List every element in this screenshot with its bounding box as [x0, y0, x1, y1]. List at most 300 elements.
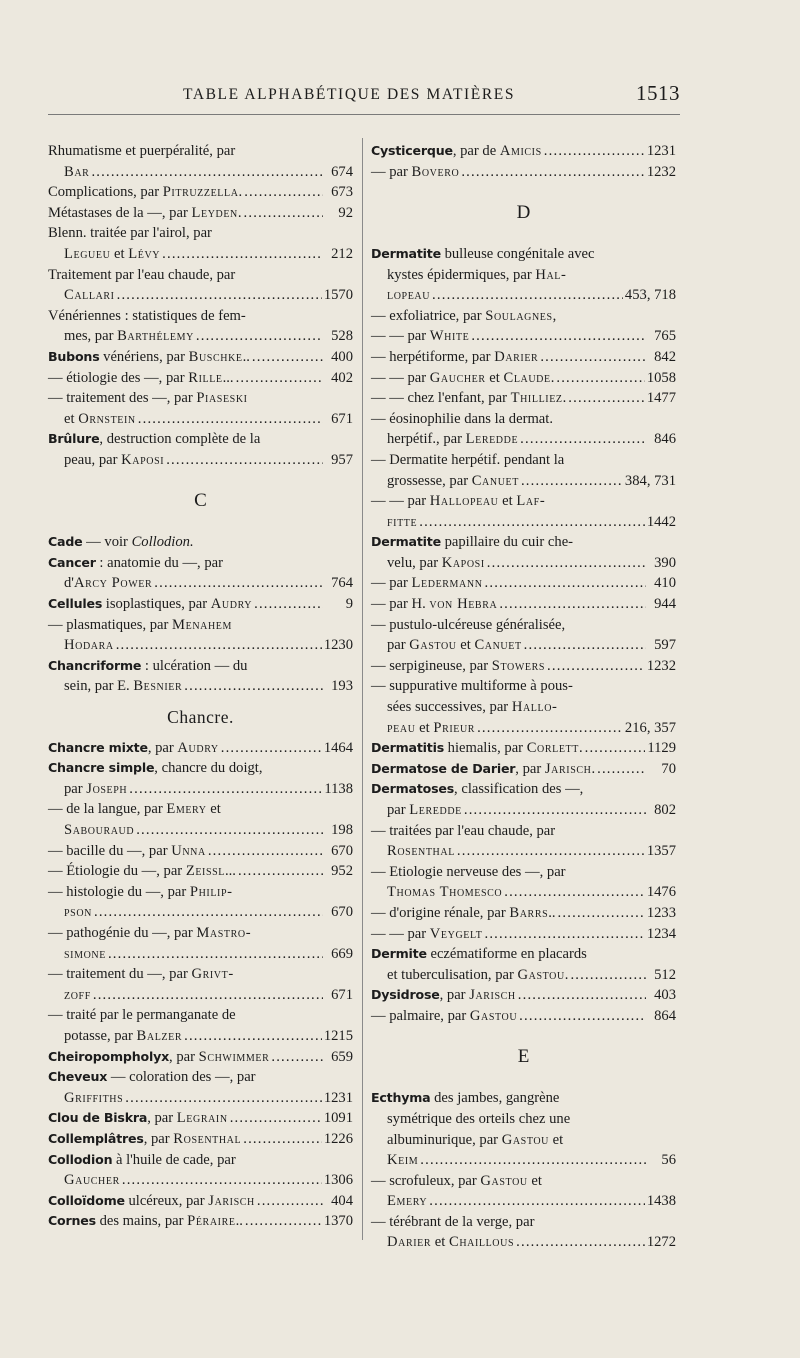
page-reference: 1233: [646, 904, 676, 921]
entry-text: [64, 944, 106, 965]
dot-leader: [129, 779, 322, 800]
author-name: Sabouraud: [64, 822, 135, 838]
dot-leader: [271, 1047, 323, 1068]
page-reference: 1357: [646, 843, 676, 860]
index-entry-continuation: [48, 779, 353, 800]
author-name: Besnier: [133, 678, 183, 695]
author-name: von Hebra: [429, 596, 498, 613]
page-reference: 1226: [323, 1130, 353, 1147]
entry-text: [371, 738, 583, 759]
entry-text: [48, 1211, 243, 1232]
page-reference: 1464: [323, 739, 353, 756]
page-reference: 957: [331, 451, 353, 468]
index-entry: [48, 799, 353, 820]
entry-text-part: bulleuse congénitale avec: [440, 245, 595, 262]
entry-text-part: et: [415, 719, 434, 736]
page-reference: 674: [331, 163, 353, 180]
entry-text-part: et: [485, 369, 504, 386]
index-entry-continuation: [48, 326, 353, 347]
page-reference: 1234: [646, 925, 676, 942]
index-entry-continuation: [371, 718, 676, 739]
entry-text: [387, 965, 568, 986]
entry-text-part: Vénériennes : statistiques de fem-: [48, 307, 246, 324]
dot-leader: [162, 244, 323, 265]
page-reference: 1230: [323, 637, 353, 654]
entry-text-part: à l'huile de cade, par: [112, 1151, 236, 1168]
author-name: Legrain: [176, 1110, 228, 1127]
index-entry-continuation: [48, 285, 353, 306]
index-entry-continuation: [48, 1026, 353, 1047]
index-entry: [371, 306, 676, 327]
author-name: Arcy Power: [73, 575, 153, 592]
index-entry-continuation: [48, 409, 353, 430]
entry-text: [48, 615, 353, 636]
entry-text: [371, 862, 676, 883]
entry-text-part: : ulcération — du: [141, 657, 248, 674]
author-name: Keim: [387, 1152, 419, 1169]
dot-leader: [122, 1170, 322, 1191]
index-entry: [371, 1088, 676, 1109]
entry-text: [371, 388, 566, 409]
author-name: Kaposi: [441, 554, 485, 571]
index-entry: [371, 676, 676, 697]
entry-text-part: — suppurative multiforme à pous-: [371, 678, 573, 695]
entry-text: [64, 244, 160, 265]
index-entry: [48, 1191, 353, 1212]
dot-leader: [429, 1191, 645, 1212]
index-entry-continuation: [48, 450, 353, 471]
spacer: [48, 697, 353, 707]
entry-text-part: par: [387, 637, 410, 654]
page-reference: 673: [331, 184, 353, 201]
entry-text: [371, 676, 676, 697]
index-entry: [48, 1129, 353, 1150]
entry-text-part: — bacille du —, par: [48, 842, 172, 859]
dot-leader: [419, 512, 645, 533]
author-name: Gaucher: [64, 1172, 120, 1189]
entry-text: [64, 285, 115, 306]
index-entry-continuation: [371, 882, 676, 903]
entry-text: [48, 182, 242, 203]
entry-text-part: , classification des —,: [454, 781, 584, 798]
entry-text-part: et tuberculisation, par: [387, 966, 518, 983]
page-reference: 528: [331, 328, 353, 345]
spacer: [371, 1068, 676, 1089]
dot-leader: [117, 285, 322, 306]
entry-text: [64, 162, 89, 183]
entry-text: [387, 553, 485, 574]
entry-text-part: — Étiologie du —, par: [48, 863, 186, 880]
index-entry-continuation: [371, 285, 676, 306]
index-entry-continuation: [48, 573, 353, 594]
entry-text: [64, 635, 114, 656]
author-name: Thomas Thomesco: [387, 884, 503, 901]
author-name: Gastou: [480, 1172, 528, 1189]
index-entry-continuation: [48, 944, 353, 965]
entry-text-part: mes, par: [64, 328, 118, 345]
index-entry: [48, 203, 353, 224]
dot-leader: [547, 656, 645, 677]
entry-text: [48, 964, 353, 985]
index-entry: [371, 1171, 676, 1192]
entry-text: [371, 985, 516, 1006]
entry-text-part: — traitement du —, par: [48, 966, 192, 983]
entry-keyword: Cheiropompholyx: [48, 1048, 170, 1064]
entry-text-part: — coloration des —, par: [107, 1069, 256, 1086]
entry-text-part: .: [550, 369, 555, 386]
entry-keyword: Chancriforme: [48, 657, 142, 673]
index-entry: [48, 388, 353, 409]
index-entry-continuation: [371, 429, 676, 450]
author-name: Zeissl: [185, 863, 225, 880]
author-name: Thilliez: [510, 390, 563, 407]
page-reference: 671: [331, 986, 353, 1003]
entry-keyword: Ecthyma: [371, 1090, 431, 1106]
entry-text: [48, 1191, 255, 1212]
entry-text: [387, 841, 455, 862]
author-name: Veygelt: [429, 925, 483, 942]
dot-leader: [136, 820, 323, 841]
page-reference: 944: [654, 596, 676, 613]
index-entry: [48, 368, 353, 389]
author-name: Buschke: [188, 348, 243, 365]
entry-text: [64, 409, 136, 430]
dot-leader: [108, 944, 323, 965]
entry-keyword: Cade: [48, 534, 83, 550]
entry-text: [371, 1171, 676, 1192]
entry-text: [387, 800, 462, 821]
author-name: Rosenthal: [387, 843, 455, 860]
author-name: Barrs: [509, 904, 549, 921]
index-entry: [48, 964, 353, 985]
author-name: Pitruzzella: [162, 184, 239, 201]
entry-text-part: — — par: [371, 925, 430, 942]
entry-text: [48, 223, 353, 244]
entry-text: [371, 244, 676, 265]
entry-text: [371, 759, 595, 780]
author-name: Hallopeau: [429, 493, 499, 510]
entry-text: [387, 1150, 418, 1171]
entry-text: [48, 388, 353, 409]
page-reference: 952: [331, 863, 353, 880]
entry-keyword: Dermatoses: [371, 781, 455, 797]
index-entry-continuation: [371, 1232, 676, 1253]
author-name: Gastou: [501, 1131, 549, 1148]
author-name: Lévy: [128, 245, 161, 262]
entry-text-part: — herpétiforme, par: [371, 348, 495, 365]
dot-leader: [524, 635, 646, 656]
author-name: Hodara: [64, 637, 114, 654]
entry-text: [64, 820, 134, 841]
page-reference: 216, 357: [624, 719, 676, 736]
page-reference: 212: [331, 245, 353, 262]
entry-text-part: peau, par: [64, 451, 122, 468]
entry-text: [371, 368, 554, 389]
page-reference: 390: [654, 554, 676, 571]
index-entry: [371, 347, 676, 368]
entry-text: [371, 903, 556, 924]
dot-leader: [184, 1026, 322, 1047]
entry-text: [64, 1026, 182, 1047]
index-entry-continuation: [371, 1109, 676, 1130]
dot-leader: [208, 841, 323, 862]
entry-text-part: Blenn. traitée par l'airol, par: [48, 225, 212, 242]
entry-text: [371, 944, 676, 965]
author-name: Hal-: [535, 266, 567, 283]
entry-text: [48, 306, 353, 327]
entry-keyword: Colloïdome: [48, 1192, 125, 1208]
dot-leader: [521, 471, 623, 492]
entry-text-part: , par: [143, 1130, 174, 1147]
page-reference: 1129: [647, 740, 676, 757]
entry-text: [387, 512, 417, 533]
author-name: Gastou: [409, 637, 457, 654]
entry-text: [387, 265, 676, 286]
index-entry: [48, 1150, 353, 1171]
entry-text-part: hiemalis, par: [444, 740, 527, 757]
dot-leader: [154, 573, 323, 594]
entry-text-part: Collodion.: [131, 534, 194, 551]
author-name: lopeau: [387, 287, 431, 304]
entry-text: [48, 1067, 353, 1088]
dot-leader: [487, 553, 646, 574]
entry-text-part: Complications, par: [48, 184, 163, 201]
entry-text: [371, 779, 676, 800]
author-name: Emery: [166, 801, 207, 818]
index-entry: [371, 141, 676, 162]
entry-text: [371, 347, 538, 368]
page-reference: 802: [654, 802, 676, 818]
author-name: Unna: [171, 842, 206, 859]
page-reference: 512: [654, 966, 676, 983]
index-entry: [48, 223, 353, 244]
author-name: Schwimmer: [198, 1048, 270, 1065]
entry-text-part: — par: [371, 575, 412, 592]
dot-leader: [570, 965, 646, 986]
entry-text-part: , destruction complète de la: [99, 431, 261, 448]
dot-leader: [196, 326, 323, 347]
page-reference: 669: [331, 945, 353, 962]
index-entry: [371, 985, 676, 1006]
page-reference: 1306: [323, 1172, 353, 1189]
entry-text: [48, 1129, 241, 1150]
entry-text: [387, 697, 676, 718]
dot-leader: [484, 924, 644, 945]
entry-text: [64, 573, 152, 594]
entry-text-part: — — chez l'enfant, par: [371, 390, 511, 407]
index-entry: [48, 553, 353, 574]
index-entry-continuation: [371, 1191, 676, 1212]
entry-text: [48, 203, 242, 224]
dot-leader: [254, 594, 323, 615]
index-entry: [371, 368, 676, 389]
index-entry: [371, 738, 676, 759]
author-name: Bar: [64, 163, 90, 180]
entry-keyword: Dermite: [371, 946, 427, 962]
dot-leader: [252, 347, 323, 368]
index-entry: [371, 244, 676, 265]
entry-keyword: Dermatite: [371, 534, 441, 550]
author-name: pson: [64, 904, 92, 921]
author-name: Audry: [177, 739, 219, 756]
index-entry: [371, 903, 676, 924]
entry-text: [48, 1005, 353, 1026]
index-entry-continuation: [48, 676, 353, 697]
index-entry-continuation: [48, 1170, 353, 1191]
index-entry: [371, 862, 676, 883]
index-entry: [48, 141, 353, 162]
author-name: Gastou: [517, 966, 565, 983]
page-reference: 402: [331, 369, 353, 386]
dot-leader: [597, 759, 646, 780]
entry-text-part: , par: [439, 987, 470, 1004]
entry-text-part: ..: [548, 904, 556, 921]
author-name: Gastou: [469, 1007, 518, 1024]
index-entry: [371, 821, 676, 842]
entry-text-part: eczématiforme en placards: [426, 946, 587, 963]
author-name: Barthélemy: [117, 328, 194, 345]
author-name: Leredde: [465, 431, 519, 448]
author-name: White: [429, 328, 470, 345]
index-entry-continuation: [371, 512, 676, 533]
entry-text: [64, 902, 92, 923]
page-reference: 1215: [323, 1027, 353, 1044]
author-name: Hallo-: [511, 699, 558, 716]
index-entry: [48, 532, 353, 553]
entry-text-part: : anatomie du —, par: [95, 554, 223, 571]
index-entry: [371, 450, 676, 471]
entry-text-part: et: [527, 1172, 542, 1189]
index-entry: [371, 615, 676, 636]
author-name: Griffiths: [64, 1089, 124, 1106]
entry-text-part: et: [498, 493, 517, 510]
right-column: [371, 141, 676, 1253]
entry-text: [48, 1047, 269, 1068]
entry-keyword: Dysidrose: [371, 987, 440, 1003]
author-name: zoff: [64, 986, 91, 1003]
dot-leader: [116, 635, 322, 656]
entry-text: [48, 594, 252, 615]
author-name: Amicis: [499, 143, 542, 159]
index-entry: [48, 841, 353, 862]
page-number: 1513: [636, 81, 680, 105]
entry-text-part: — térébrant de la verge, par: [371, 1213, 535, 1230]
entry-text: [64, 326, 194, 347]
entry-text: [48, 429, 353, 450]
dot-leader: [243, 1129, 322, 1150]
page-reference: 404: [331, 1192, 353, 1209]
page-reference: 1370: [323, 1213, 353, 1230]
author-name: fitte: [387, 513, 418, 530]
index-entry: [371, 162, 676, 183]
author-name: Darier: [387, 1234, 432, 1251]
dot-leader: [93, 985, 323, 1006]
entry-text-part: Métastases de la —, par: [48, 204, 192, 221]
index-entry-continuation: [48, 244, 353, 265]
entry-text-part: — étiologie des —, par: [48, 369, 189, 386]
entry-keyword: Clou de Biskra: [48, 1110, 148, 1126]
page-reference: 1477: [646, 390, 676, 407]
index-entry: [48, 738, 353, 759]
entry-text-part: , par: [515, 760, 545, 777]
dot-leader: [184, 676, 323, 697]
dot-leader: [471, 326, 646, 347]
index-entry-continuation: [48, 635, 353, 656]
section-heading: D: [516, 201, 531, 223]
entry-text: [371, 615, 676, 636]
entry-text-part: et: [456, 637, 475, 654]
index-entry-continuation: [371, 841, 676, 862]
dot-leader: [236, 368, 323, 389]
dot-leader: [499, 594, 646, 615]
entry-text-part: herpétif., par: [387, 431, 466, 448]
author-name: Jarisch: [208, 1192, 255, 1209]
author-name: Leyden: [191, 204, 238, 221]
entry-text: [387, 429, 518, 450]
entry-text: [48, 861, 236, 882]
page-reference: 410: [654, 575, 676, 592]
author-name: Menahem: [172, 616, 232, 633]
entry-text: [48, 841, 206, 862]
entry-text-part: , par de: [452, 143, 500, 159]
entry-text: [371, 326, 469, 347]
entry-text-part: — histologie du —, par: [48, 883, 190, 900]
author-name: Péraire: [187, 1213, 236, 1230]
entry-text: [387, 1232, 514, 1253]
index-entry: [48, 1067, 353, 1088]
entry-keyword: Collemplâtres: [48, 1130, 144, 1146]
entry-text-part: ulcéreux, par: [124, 1192, 209, 1209]
entry-text: [64, 1170, 120, 1191]
entry-keyword: Dermatose de Darier: [371, 760, 516, 776]
page-reference: 1232: [646, 657, 676, 674]
entry-text: [387, 1130, 676, 1151]
entry-text-part: sein, par E.: [64, 678, 134, 695]
entry-text-part: ...: [222, 369, 234, 386]
spacer: [48, 471, 353, 492]
page-reference: 670: [331, 842, 353, 859]
dot-leader: [457, 841, 645, 862]
author-name: Rosenthal: [173, 1130, 242, 1147]
author-name: simone: [64, 945, 106, 962]
page-reference: 764: [331, 575, 353, 592]
spacer: [48, 512, 353, 533]
author-name: Ornstein: [78, 410, 136, 427]
entry-text-part: — Etiologie nerveuse des —, par: [371, 863, 566, 880]
index-entry: [371, 388, 676, 409]
entry-text: [371, 656, 545, 677]
running-title: TABLE ALPHABÉTIQUE DES MATIÈRES: [183, 86, 516, 103]
entry-text: [371, 450, 676, 471]
dot-leader: [221, 738, 322, 759]
index-entry: [371, 656, 676, 677]
page-reference: 864: [654, 1007, 676, 1024]
page-reference: 1231: [323, 1089, 353, 1106]
entry-text-part: et: [431, 1234, 449, 1251]
dot-leader: [230, 1108, 322, 1129]
entry-text-part: kystes épidermiques, par: [387, 266, 536, 283]
dot-leader: [568, 388, 645, 409]
entry-text: [64, 1088, 123, 1109]
entry-text-part: ,: [552, 307, 557, 324]
entry-text-part: .: [238, 184, 243, 201]
index-entry: [371, 1006, 676, 1027]
page-reference: 70: [661, 760, 676, 777]
entry-text-part: — pathogénie du —, par: [48, 924, 197, 941]
entry-text: [48, 1108, 228, 1129]
page-reference: 453, 718: [624, 287, 676, 304]
page-reference: 1272: [646, 1234, 676, 1251]
